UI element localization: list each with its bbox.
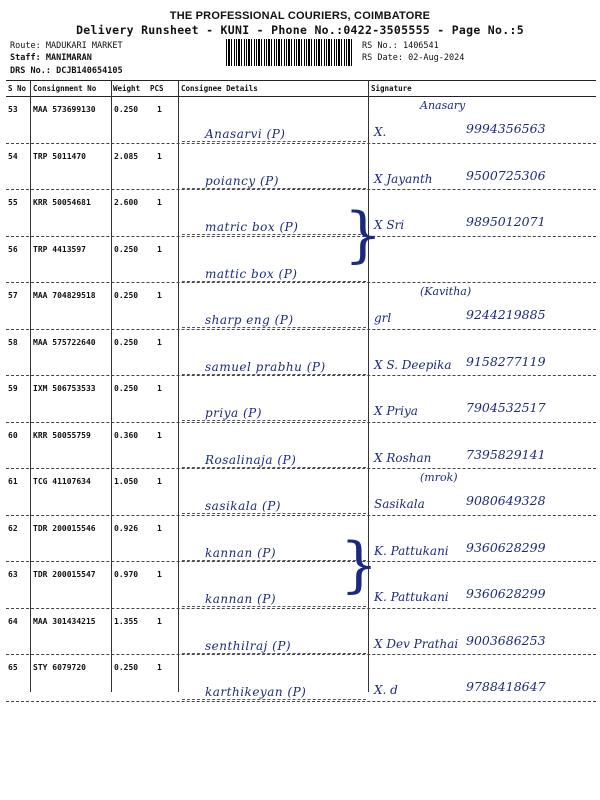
- row-signature-phone: 9500725306: [466, 167, 546, 183]
- row-sno: 55: [8, 198, 18, 207]
- row-sno: 64: [8, 616, 18, 626]
- row-signature: K. Pattukani: [374, 543, 449, 558]
- col-header-weight: Weight: [113, 84, 141, 93]
- row-consignee: kannan (P): [205, 545, 277, 560]
- staff-value: MANIMARAN: [45, 53, 92, 63]
- row-weight: 1.050: [114, 477, 139, 486]
- row-sno: 61: [8, 477, 18, 486]
- row-consignment-no: STY 6079720: [33, 663, 86, 672]
- row-signature: X Jayanth: [374, 171, 433, 186]
- row-pcs: 1: [157, 198, 162, 207]
- row-signature: K. Pattukani: [374, 590, 449, 604]
- row-sno: 56: [8, 244, 18, 254]
- row-signature-phone: 9244219885: [466, 307, 546, 322]
- row-pcs: 1: [157, 616, 162, 626]
- row-consignee: kannan (P): [205, 592, 277, 606]
- row-consignment-no: KRR 50054681: [33, 198, 91, 207]
- row-weight: 0.250: [114, 105, 139, 114]
- col-header-pcs: PCS: [150, 84, 164, 93]
- row-sno: 63: [8, 570, 18, 579]
- row-signature: X S. Deepika: [374, 357, 452, 372]
- row-consignment-no: TRP 4413597: [33, 244, 86, 254]
- row-sno: 53: [8, 105, 18, 114]
- row-pcs: 1: [157, 523, 162, 533]
- row-consignment-no: TCG 41107634: [33, 477, 91, 486]
- row-consignment-no: MAA 704829518: [33, 291, 96, 300]
- drs-value: DCJB140654105: [56, 66, 123, 76]
- row-consignee: Anasarvi (P): [205, 127, 286, 141]
- row-weight: 2.600: [114, 198, 139, 207]
- staff-row: [10, 53, 92, 63]
- row-pcs: 1: [157, 430, 162, 440]
- row-weight: 0.250: [114, 384, 139, 393]
- table-row: [0, 655, 600, 702]
- bracket-mark: }: [344, 200, 383, 270]
- row-signature-phone: 7904532517: [466, 400, 546, 415]
- row-pcs: 1: [157, 151, 162, 161]
- row-signature-phone: 9360628299: [466, 586, 546, 601]
- row-consignment-no: TDR 200015546: [33, 523, 96, 533]
- table-row: [0, 609, 600, 656]
- table-row: [0, 237, 600, 284]
- row-pcs: 1: [157, 384, 162, 393]
- row-consignee: mattic box (P): [205, 266, 298, 281]
- row-signature: Sasikala: [374, 497, 425, 511]
- row-signature-note: Anasary: [420, 99, 466, 112]
- staff-label: Staff:: [10, 53, 41, 63]
- row-weight: 0.970: [114, 570, 139, 579]
- row-signature: X Roshan: [374, 450, 432, 465]
- row-signature-phone: 9360628299: [466, 539, 546, 555]
- row-weight: 0.250: [114, 291, 139, 300]
- row-signature-phone: 9080649328: [466, 493, 546, 508]
- document-title: THE PROFESSIONAL COURIERS, COIMBATORE: [169, 10, 431, 22]
- row-signature-phone: 9895012071: [466, 214, 546, 229]
- row-pcs: 1: [157, 291, 162, 300]
- row-consignee: sasikala (P): [205, 499, 281, 513]
- row-sno: 57: [8, 291, 18, 300]
- row-signature: X. d: [374, 683, 398, 697]
- col-header-sno: S No: [8, 84, 27, 93]
- row-consignment-no: TRP 5011470: [33, 151, 86, 161]
- row-divider: [6, 701, 596, 702]
- row-consignment-no: MAA 575722640: [33, 337, 96, 347]
- row-signature: X Dev Prathai: [374, 636, 459, 651]
- row-pcs: 1: [157, 477, 162, 486]
- row-weight: 0.360: [114, 430, 139, 440]
- row-sno: 59: [8, 384, 18, 393]
- table-row: [0, 562, 600, 609]
- route-label: Route:: [10, 41, 41, 51]
- row-signature: X Priya: [374, 404, 418, 418]
- row-signature: X.: [374, 125, 387, 139]
- row-consignee: senthilraj (P): [205, 638, 292, 653]
- document-subtitle: Delivery Runsheet - KUNI - Phone No.:0422-3505555 - Page No.:5: [76, 23, 524, 37]
- row-consignee: sharp eng (P): [205, 313, 294, 327]
- row-consignee: samuel prabhu (P): [205, 359, 326, 374]
- row-signature-phone: 9994356563: [466, 121, 546, 136]
- col-header-consignment: Consignment No: [33, 84, 97, 93]
- route-value: MADUKARI MARKET: [45, 41, 123, 51]
- table-row: [0, 469, 600, 516]
- row-signature-note: (Kavitha): [420, 285, 472, 298]
- row-signature-phone: 9158277119: [466, 353, 546, 369]
- col-header-consignee: Consignee Details: [181, 84, 258, 93]
- row-consignment-no: KRR 50055759: [33, 430, 91, 440]
- table-row: [0, 516, 600, 563]
- col-header-signature: Signature: [371, 84, 412, 93]
- rs-date-row: [362, 53, 464, 63]
- barcode-image: [226, 39, 352, 66]
- table-row: [0, 376, 600, 423]
- row-sno: 60: [8, 430, 18, 440]
- row-consignee: matric box (P): [205, 220, 299, 234]
- row-signature: grl: [374, 311, 392, 325]
- row-sno: 54: [8, 151, 18, 161]
- rs-date-value: 02-Aug-2024: [408, 53, 465, 63]
- table-row: [0, 283, 600, 330]
- bracket-mark: }: [340, 530, 379, 600]
- rs-no-value: 1406541: [402, 41, 439, 51]
- table-row: [0, 330, 600, 377]
- row-weight: 1.355: [114, 616, 139, 626]
- row-weight: 0.250: [114, 337, 139, 347]
- table-top-rule: [6, 80, 596, 81]
- row-signature: X Sri: [374, 218, 405, 232]
- row-weight: 2.085: [114, 151, 139, 161]
- row-signature-note: (mrok): [420, 471, 458, 484]
- row-consignee: karthikeyan (P): [205, 685, 307, 699]
- drs-label: DRS No.:: [10, 66, 51, 76]
- row-pcs: 1: [157, 244, 162, 254]
- row-weight: 0.926: [114, 523, 139, 533]
- table-row: [0, 144, 600, 191]
- row-consignee: Rosalinaja (P): [205, 452, 297, 467]
- row-sno: 58: [8, 337, 18, 347]
- row-consignment-no: TDR 200015547: [33, 570, 96, 579]
- rs-no-row: [362, 41, 439, 51]
- row-consignment-no: IXM 506753533: [33, 384, 96, 393]
- row-weight: 0.250: [114, 244, 139, 254]
- row-pcs: 1: [157, 337, 162, 347]
- row-signature-phone: 9003686253: [466, 632, 546, 648]
- row-pcs: 1: [157, 105, 162, 114]
- rs-date-label: RS Date:: [362, 53, 403, 63]
- row-signature-phone: 9788418647: [466, 679, 546, 694]
- row-pcs: 1: [157, 570, 162, 579]
- route-row: [10, 41, 123, 51]
- row-signature-phone: 7395829141: [466, 446, 546, 462]
- row-sno: 62: [8, 523, 18, 533]
- drs-row: [10, 66, 123, 76]
- row-pcs: 1: [157, 663, 162, 672]
- table-row: [0, 190, 600, 237]
- row-consignee: poiancy (P): [205, 173, 279, 188]
- row-weight: 0.250: [114, 663, 139, 672]
- row-sno: 65: [8, 663, 18, 672]
- row-consignee: priya (P): [205, 406, 262, 420]
- row-consignment-no: MAA 573699130: [33, 105, 96, 114]
- table-row: [0, 423, 600, 470]
- rs-no-label: RS No.:: [362, 41, 398, 51]
- row-consignment-no: MAA 301434215: [33, 616, 96, 626]
- table-row: [0, 97, 600, 144]
